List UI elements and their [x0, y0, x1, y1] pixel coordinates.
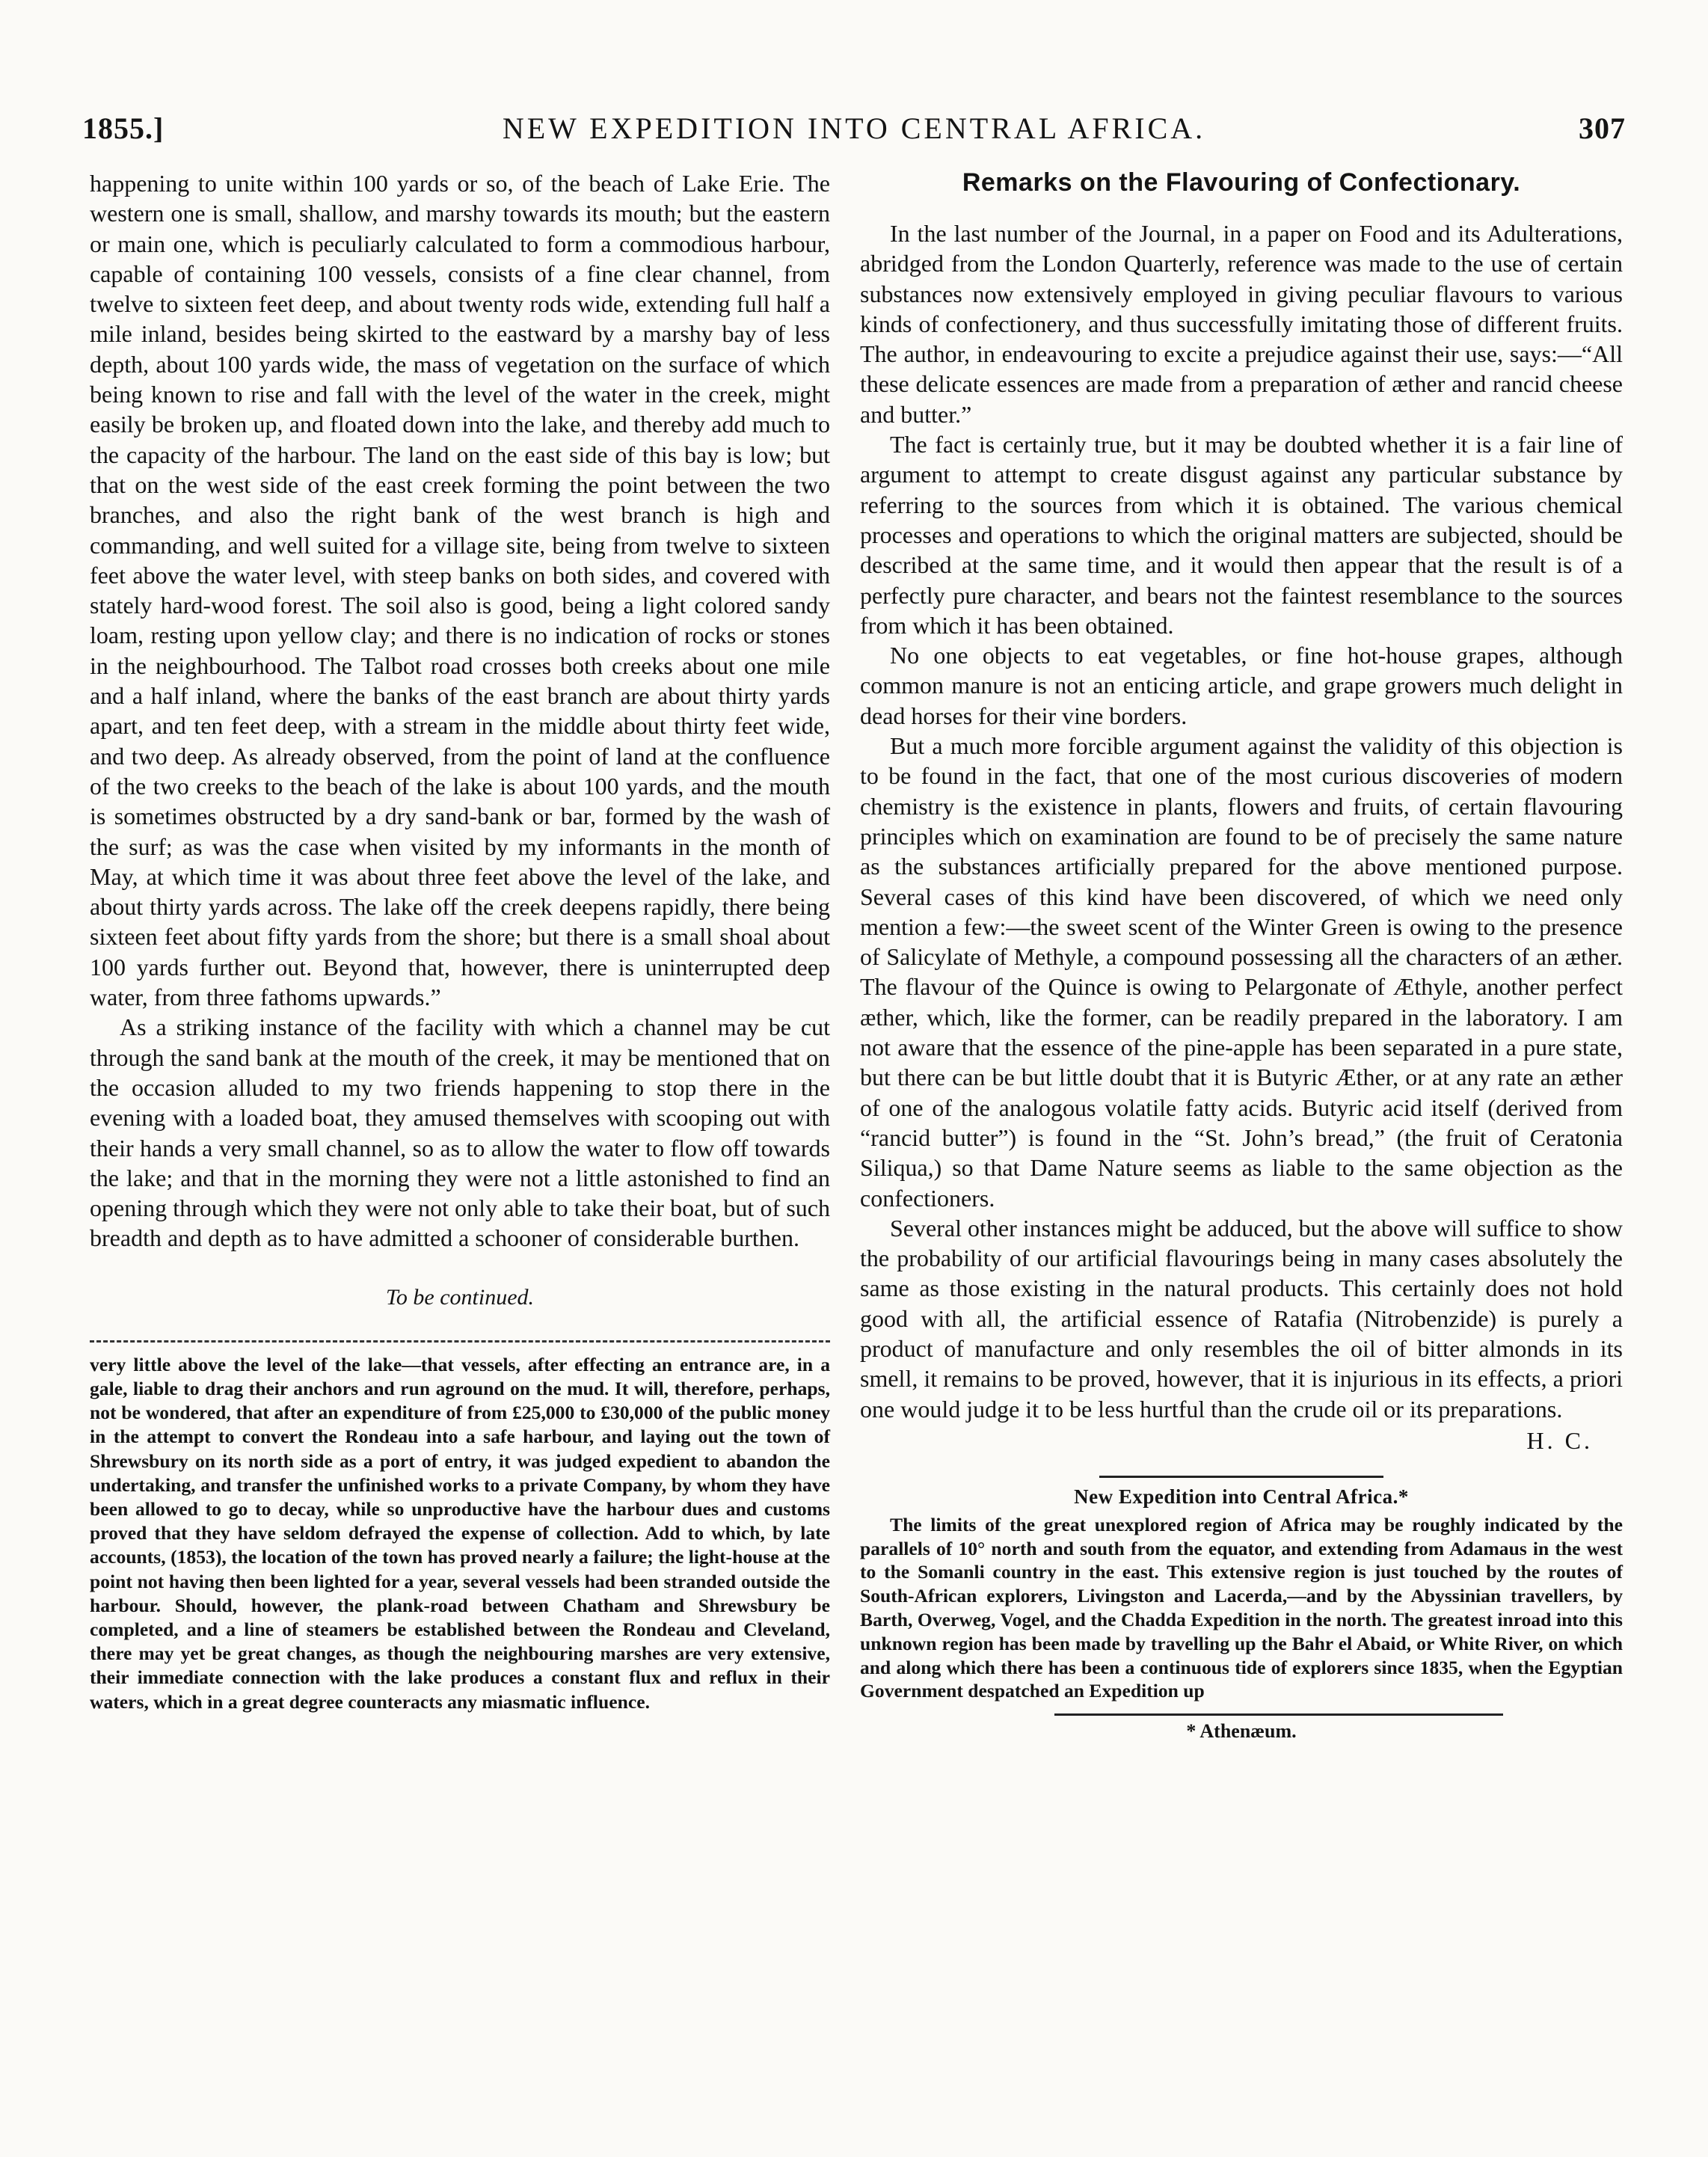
left-paragraph-1: happening to unite within 100 yards or so, of the beach of Lake Erie. The western one is small, shallow, and marshy towards its mouth; but the eastern or main one, which is peculiarly calculated to form a commodious harbour, capable of containing 100 vessels, consists of a fine clear channel, from twelve to sixteen feet deep, and about twenty rods wide, extending full half a mile inland, besides being skirted to the eastward by a marshy bay of less depth, about 100 yards wide, the mass of vegetation on the surface of which being known to rise and fall with the level of the water in the creek, might easily be broken up, and floated down into the lake, and thereby add much to the capacity of the harbour. The land on the east side of this bay is low; but that on the west side of the east creek forming the point between the two branches, and also the right bank of the west branch is high and commanding, and well suited for a village site, being from twelve to sixteen feet above the water level, with steep banks on both sides, and covered with stately hard-wood forest. The soil also is good, being a light colored sandy loam, resting upon yellow clay; and there is no indication of rocks or stones in the neighbourhood. The Talbot road crosses both creeks about one mile and a half inland, where the banks of the east branch are about thirty yards apart, and ten feet deep, with a stream in the middle about thirty feet wide, and two deep. As already observed, from the point of land at the confluence of the two creeks to the beach of the lake is about 100 yards, and the mouth is sometimes obstructed by a dry sand-bank or bar, formed by the wash of the surf; as was the case when visited by my informants in the month of May, at which time it was about three feet above the level of the lake, and about thirty yards across. The lake off the creek deepens rapidly, there being sixteen feet about fifty yards from the shore; but there is a small shoal about 100 yards further out. Beyond that, however, there is uninterrupted deep water, from three fathoms upwards.”	[90, 170, 830, 1011]
running-header	[82, 111, 1626, 163]
footnote-athenaeum: * Athenæum.	[1186, 1720, 1297, 1743]
left-column	[90, 168, 830, 1714]
right-paragraph-4: But a much more forcible argument against the validity of this objection is to be found in the fact, that one of the most curious discoveries of modern chemistry is the existence in plants, flowers and fruits, of certain flavouring principles which on examination are found to be of precisely the same nature as the substances artificially prepared for the above mentioned purpose. Several cases of this kind have been discovered, of which we need only mention a few:—the sweet scent of the Winter Green is owing to the presence of Salicylate of Methyle, a compound possessing all the characters of an æther. The flavour of the Quince is owing to Pelargonate of Æthyle, another perfect æther, which, like the former, can be readily prepared in the laboratory. I am not aware that the essence of the pine-apple has been separated in a pure state, but there can be but little doubt that it is Butyric Æther, or at any rate an æther of one of the analogous volatile fatty acids. Butyric acid itself (derived from “rancid butter”) is found in the “St. John’s bread,” (the fruit of Ceratonia Siliqua,) so that Dame Nature seems as liable to the same objection as the confectioners.	[860, 732, 1623, 1212]
right-paragraph-5: Several other instances might be adduced, but the above will suffice to show the probability of our artificial flavourings being in many cases absolutely the same as those existing in the natural products. This certainly does not hold good with all, the artificial essence of Ratafia (Nitrobenzide) is purely a product of manufacture and only resembles the oil of bitter almonds in its smell, it remains to be proved, however, that it is injurious in its effects, a priori one would judge it to be less hurtful than the crude oil or its preparations.	[860, 1214, 1623, 1423]
page-number: 307	[1579, 111, 1626, 145]
left-footnote: very little above the level of the lake—that vessels, after effecting an entrance are, in a gale, liable to drag their anchors and run aground on the mud. It will, therefore, perhaps, not be wondered, that after an expenditure of from £25,000 to £30,000 of the public money in the attempt to convert the Rondeau into a safe harbour, and laying out the town of Shrewsbury on its north side as a port of entry, it was judged expedient to abandon the undertaking, and transfer the unfinished works to a private Company, by whom they have been allowed to go to decay, while so unproductive have the harbour dues and customs proved that they have seldom defrayed the expense of collection. Add to which, by late accounts, (1853), the location of the town has proved nearly a failure; the light-house at the point not having then been lighted for a year, several vessels had been stranded outside the harbour. Should, however, the plank-road between Chatham and Shrewsbury be completed, and a line of steamers be established between the Rondeau and Cleveland, there may yet be great changes, as though the neighbouring marshes are very extensive, their immediate connection with the lake produces a constant flux and reflux in their waters, which in a great degree counteracts any miasmatic influence.	[90, 1353, 830, 1713]
article-title: Remarks on the Flavouring of Confectionary.	[962, 168, 1521, 197]
right-paragraph-2: The fact is certainly true, but it may be doubted whether it is a fair line of argument to attempt to create disgust against any particular substance by referring to the sources from which it is obtained. The various chemical processes and operations to which the original matters are subjected, should be described at the same time, and it would then appear that the result is of a perfectly pure character, and bears not the faintest resemblance to the sources from which it has been obtained.	[860, 431, 1623, 639]
continued-note: To be continued.	[385, 1284, 535, 1310]
right-paragraph-3: No one objects to eat vegetables, or fine hot-house grapes, although common manure is not an enticing article, and grape growers much delight in dead horses for their vine borders.	[860, 642, 1623, 729]
footnote-divider	[90, 1340, 830, 1343]
header-title: NEW EXPEDITION INTO CENTRAL AFRICA.	[502, 111, 1206, 145]
author-signature: H. C.	[1526, 1426, 1593, 1454]
section-text: The limits of the great unexplored region of Africa may be roughly indicated by the parallels of 10° north and south from the equator, and extending from Adamaus in the west to the Somanli country in the east. This extensive region is just touched by the routes of South-African explorers, Livingston and Lacerda,—and by the Abyssinian travellers, by Barth, Overweg, Vogel, and the Chadda Expedition in the north. The greatest inroad into this unknown region has been made by travelling up the Bahr el Abaid, or White River, on which and along which there has been a continuous tide of explorers since 1835, when the Egyptian Government despatched an Expedition up	[860, 1513, 1623, 1702]
section-title: New Expedition into Central Africa.*	[1074, 1485, 1409, 1508]
footnote-rule	[1054, 1713, 1503, 1716]
left-paragraph-2: As a striking instance of the facility with which a channel may be cut through the sand bank at the mouth of the creek, it may be mentioned that on the occasion alluded to my two friends happening to stop there in the evening with a loaded boat, they amused themselves with scooping out with their hands a very small channel, so as to allow the water to flow off towards the lake; and that in the morning they were not a little astonished to find an opening through which they were not only able to take their boat, but of such breadth and depth as to have admitted a schooner of considerable burthen.	[90, 1013, 830, 1252]
header-year: 1855.]	[82, 111, 165, 145]
right-column	[860, 168, 1623, 1743]
right-paragraph-1: In the last number of the Journal, in a paper on Food and its Adulterations, abridged from the London Quarterly, reference was made to the use of certain substances now extensively employed in giving peculiar flavours to various kinds of confectionery, and thus successfully imitating those of different fruits. The author, in endeavouring to excite a prejudice against their use, says:—“All these delicate essences are made from a preparation of æther and rancid cheese and butter.”	[860, 220, 1623, 428]
section-divider	[1099, 1476, 1383, 1478]
